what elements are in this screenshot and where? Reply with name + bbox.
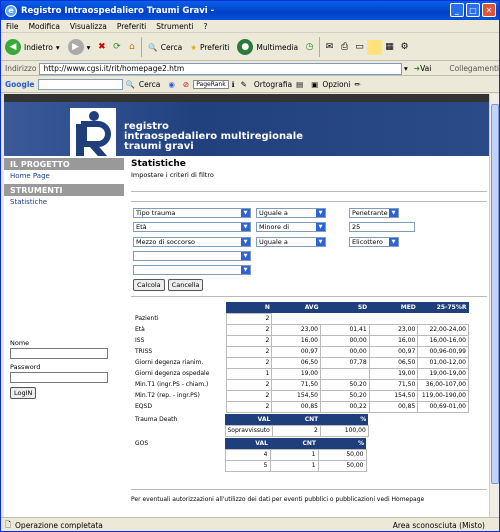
table-cell: 16,00 [369,335,418,346]
table-cell: 2 [226,357,272,368]
back-label: Indietro [24,42,53,52]
table-cell: 19,00 [369,368,418,379]
search-icon: 🔍 [148,42,158,52]
sidebar-section-progetto: IL PROGETTO [4,158,124,170]
menu-preferiti[interactable]: Preferiti [116,21,147,31]
filter-field-1[interactable] [133,208,251,218]
highlight-icon[interactable]: ✎ [240,80,247,89]
status-bar [1,517,499,532]
header-sd: SD [321,302,370,313]
header-pct: % [318,438,366,449]
filter-value-1-text: Penetrante [352,209,388,217]
refresh-icon[interactable]: ⟳ [113,42,121,52]
close-button[interactable]: ✕ [482,3,496,17]
filter-op-1[interactable] [256,208,326,218]
menu-file[interactable]: File [6,21,19,31]
sidebar-section-strumenti: STRUMENTI [4,184,124,196]
page-done-icon: 🗋 [5,519,12,529]
table-cell: 154,50 [272,390,321,401]
chevron-down-icon: ▼ [241,266,250,274]
header-cnt: CNT [270,438,318,449]
scrollbar-thumb[interactable] [491,104,499,484]
table-cell: 00,96-00,99 [418,346,469,357]
password-input[interactable] [10,372,108,383]
table-cell: 71,50 [272,379,321,390]
research-icon[interactable]: ⚙ [400,42,409,52]
chevron-down-icon: ▼ [389,238,398,246]
minimize-button[interactable]: _ [450,3,464,17]
filter-field-1-value: Tipo trauma [136,209,176,217]
nome-label: Nome [10,339,30,347]
google-toolbar [1,77,499,93]
chevron-down-icon: ▼ [316,209,325,217]
table-cell: 2 [272,425,320,436]
google-search-icon[interactable]: 🔍 [125,80,135,89]
filter-field-4[interactable] [133,251,251,261]
header-val: VAL [225,438,270,449]
filter-value-2-text: 25 [352,223,361,231]
table-cell: 154,50 [369,390,418,401]
table-cell: 50,20 [321,379,370,390]
filter-value-1[interactable] [349,208,399,218]
table-cell: 00,97 [369,346,418,357]
table-row [133,401,469,412]
table-cell: Sopravvissuto [225,425,272,436]
table-cell: 1 [270,449,318,460]
table-cell: 19,00 [272,368,321,379]
table-cell: 2 [226,390,272,401]
header-med: MED [369,302,418,313]
table-cell: 19,00-19,00 [418,368,469,379]
header-cnt: CNT [272,414,320,425]
media-icon: ● [237,39,253,55]
divider [131,201,487,202]
table-cell: 00,85 [272,401,321,412]
divider [131,296,487,297]
table-cell: 2 [226,324,272,335]
table-cell [272,313,321,324]
address-url: http://www.cgsi.it/rit/homepage2.htm [43,64,185,73]
filter-value-3-text: Elicottero [352,238,383,246]
row-label: TRISS [135,348,153,355]
table-cell: 1 [270,460,318,471]
media-label: Multimedia [256,42,299,52]
row-label: EQSD [135,403,152,410]
table-cell: 2 [226,401,272,412]
autofill-icon[interactable]: ▤ [296,80,304,89]
table-cell: 5 [225,460,270,471]
google-options-button[interactable]: Opzioni [322,80,351,89]
row-label: Min.T2 (rep. - ingr.PS) [135,392,200,399]
filter-op-1-value: Uguale a [259,209,288,217]
search-label: Cerca [160,42,183,52]
filter-op-3[interactable] [256,237,326,247]
table-cell: 71,50 [369,379,418,390]
password-label: Password [10,363,41,371]
table-cell: 50,20 [321,390,370,401]
table-cell: 23,00 [272,324,321,335]
sidebar [4,156,124,517]
header-pct: % [320,414,368,425]
home-icon[interactable]: ⌂ [129,42,135,52]
info-icon[interactable]: ℹ [231,80,235,89]
chevron-down-icon: ▾ [55,42,60,52]
google-logo: Google [5,80,35,89]
back-arrow-icon: ◀ [5,39,21,55]
sidebar-link-statistiche[interactable]: Statistiche [10,198,48,206]
filter-field-2-value: Età [136,223,147,231]
messenger-icon[interactable]: ▦ [385,42,394,52]
toolbar [1,34,499,61]
menu-strumenti[interactable]: Strumenti [156,21,194,31]
site-banner [4,102,489,156]
menu-modifica[interactable]: Modifica [28,21,60,31]
page-title: Statistiche [131,159,186,169]
menu-help[interactable]: ? [203,21,208,31]
table-row [133,379,469,390]
favorites-label: Preferiti [199,42,230,52]
table-row [133,357,469,368]
login-button[interactable]: LogIN [10,387,36,399]
footer-note: Per eventuali autorizzazioni all'utilizzo dei dati per eventi pubblici o pubblicazioni vedi Homepage [131,496,425,503]
divider [131,489,487,490]
chevron-down-icon: ▼ [241,238,250,246]
forward-button[interactable] [64,36,95,58]
media-button[interactable] [233,36,302,58]
login-form [10,339,108,399]
table-cell: 36,00-107,00 [418,379,469,390]
forward-arrow-icon: ▶ [68,39,84,55]
filter-value-2[interactable] [349,222,415,232]
chevron-down-icon: ▼ [241,209,250,217]
trauma-death-table [133,414,369,437]
row-label: Giorni degenza rianim. [135,359,204,366]
row-label: Età [135,326,145,333]
header-n: N [226,302,272,313]
table-cell: 1 [226,368,272,379]
page-subtitle: Impostare i criteri di filtro [131,171,214,179]
stop-icon[interactable]: ✖ [98,42,106,52]
table-cell [321,313,370,324]
chevron-down-icon: ▼ [241,223,250,231]
chevron-down-icon: ▼ [241,252,250,260]
table-cell: 2 [226,346,272,357]
table-cell: 2 [226,313,272,324]
google-block-icon[interactable]: ⊘ [182,80,190,89]
cancella-button[interactable]: Cancella [168,279,204,291]
table-cell: 50,00 [318,449,366,460]
filter-field-2[interactable] [133,222,251,232]
header-range: 25-75%R [418,302,469,313]
chevron-down-icon: ▼ [316,238,325,246]
table-row [133,346,469,357]
separator [141,37,142,57]
menu-bar [1,20,499,33]
table-cell: 119,00-190,00 [418,390,469,401]
google-search-button[interactable]: Cerca [138,80,161,89]
note-icon[interactable] [367,40,382,55]
print-icon[interactable]: ⎙ [340,42,349,52]
sidebar-link-homepage[interactable]: Home Page [10,172,50,180]
page-content [4,94,489,517]
divider [131,191,487,192]
table-cell: 50,00 [318,460,366,471]
calcola-button[interactable]: Calcola [133,279,165,291]
table-cell [369,313,418,324]
back-button[interactable] [1,36,64,58]
filter-field-3-value: Mezzo di soccorso [136,238,195,246]
banner-line-1: registro [124,121,169,132]
trauma-death-label: Trauma Death [135,416,178,423]
go-arrow-icon[interactable]: ➜ [413,64,421,73]
table-cell: 00,00 [321,335,370,346]
table-cell [321,368,370,379]
zone-text: Area sconosciuta (Misto) [392,520,485,530]
table-cell: 00,69-01,00 [418,401,469,412]
status-text: Operazione completata [15,520,103,530]
table-cell [418,313,469,324]
filter-value-3[interactable] [349,237,399,247]
title-bar [1,1,499,20]
chevron-down-icon: ▾ [86,42,91,52]
dropdown-icon[interactable]: ▾ [404,64,408,73]
table-cell: 06,50 [369,357,418,368]
table-cell: 16,00-16,00 [418,335,469,346]
stats-table [133,302,469,413]
chevron-down-icon: ▼ [316,223,325,231]
address-bar [1,62,499,76]
filter-op-2[interactable] [256,222,326,232]
banner-strip [4,94,489,102]
banner-line-2: intraospedaliero multiregionale [124,131,304,142]
table-cell: 16,00 [272,335,321,346]
google-news-icon[interactable]: ◉ [168,80,175,89]
star-icon: ★ [190,42,197,52]
table-row [133,368,469,379]
history-icon[interactable]: ◷ [305,42,314,52]
table-cell: 00,22 [321,401,370,412]
spellcheck-button[interactable]: Ortografia [253,80,293,89]
window-title: Registro Intraospedaliero Traumi Gravi - [21,5,215,16]
separator [319,37,320,57]
table-cell: 00,85 [369,401,418,412]
row-label: ISS [135,337,145,344]
banner-title [124,122,303,152]
banner-line-3: traumi gravi [124,141,194,152]
table-cell: 01,41 [321,324,370,335]
table-cell: 00,97 [272,346,321,357]
table-row [133,313,469,324]
table-cell: 2 [226,335,272,346]
google-search-input[interactable] [38,79,123,90]
filter-field-3[interactable] [133,237,251,247]
table-row [133,425,368,436]
filter-field-5[interactable] [133,265,251,275]
vertical-scrollbar[interactable] [489,94,499,517]
edit-icon[interactable]: ▭ [355,42,364,52]
menu-visualizza[interactable]: Visualizza [69,21,107,31]
chevron-down-icon: ▼ [389,209,398,217]
gos-table [133,438,367,472]
table-row [133,324,469,335]
table-cell: 00,00 [321,346,370,357]
address-label: Indirizzo [5,64,37,73]
row-label: Pazienti [135,315,159,322]
pencil-icon[interactable]: ✏ [354,80,361,89]
ie-icon: e [5,5,17,17]
table-cell: 2 [226,379,272,390]
filter-op-2-value: Minore di [259,223,290,231]
row-label: Min.T1 (ingr.PS - chiam.) [135,381,209,388]
translate-icon[interactable]: ▣ [311,80,319,89]
address-input[interactable] [39,63,402,75]
links-button[interactable]: Collegamenti [449,64,499,73]
main-panel [131,156,487,517]
maximize-button[interactable]: □ [466,3,480,17]
table-cell: 01,00-12,00 [418,357,469,368]
table-cell: 23,00 [369,324,418,335]
nome-input[interactable] [10,348,108,359]
table-cell: 100,00 [320,425,368,436]
header-val: VAL [225,414,272,425]
table-cell: 4 [225,449,270,460]
pagerank-indicator: PageRank [193,80,229,89]
filter-op-3-value: Uguale a [259,238,288,246]
row-label: Giorni degenza ospedale [135,370,210,377]
go-button[interactable]: Vai [420,64,432,73]
mail-icon[interactable]: ✉ [325,42,334,52]
table-cell: 06,50 [272,357,321,368]
header-avg: AVG [272,302,321,313]
table-row [133,460,366,471]
table-cell: 07,78 [321,357,370,368]
table-row [133,390,469,401]
table-row [133,449,366,460]
search-button[interactable] [144,36,186,58]
table-row [133,335,469,346]
table-cell: 22,00-24,00 [418,324,469,335]
favorites-button[interactable] [186,36,233,58]
gos-label: GOS [135,440,149,447]
